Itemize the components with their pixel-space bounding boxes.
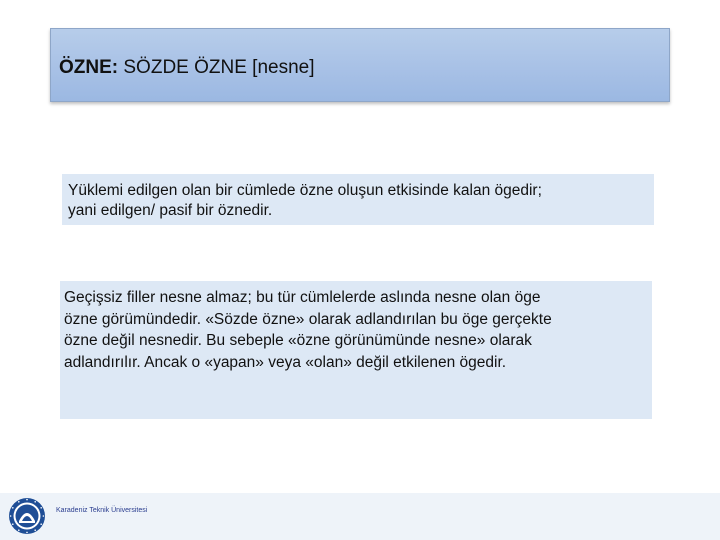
explanation-line: özne görümündedir. «Sözde özne» olarak adlandırılan bu öge gerçekte	[64, 310, 552, 328]
title-banner	[50, 28, 670, 102]
explanation-line: adlandırılır. Ancak o «yapan» veya «olan» değil etkilenen ögedir.	[64, 353, 507, 371]
definition-line: Yüklemi edilgen olan bir cümlede özne oluşun etkisinde kalan ögedir;	[68, 182, 542, 199]
title-text: SÖZDE ÖZNE [nesne]	[118, 57, 315, 78]
explanation-line: Geçişsiz filler nesne almaz; bu tür cümlelerde aslında nesne olan öge	[64, 289, 541, 306]
definition-box	[62, 174, 654, 225]
title-label: ÖZNE:	[59, 57, 119, 78]
university-seal-icon	[8, 497, 46, 535]
explanation-box	[60, 281, 652, 419]
explanation-line: özne değil nesnedir. Bu sebeple «özne görünümünde nesne» olarak	[64, 332, 532, 349]
slide-title	[59, 57, 315, 79]
footer-bar	[0, 493, 720, 540]
university-name: Karadeniz Teknik Üniversitesi	[56, 507, 148, 514]
definition-line: yani edilgen/ pasif bir öznedir.	[68, 202, 273, 219]
